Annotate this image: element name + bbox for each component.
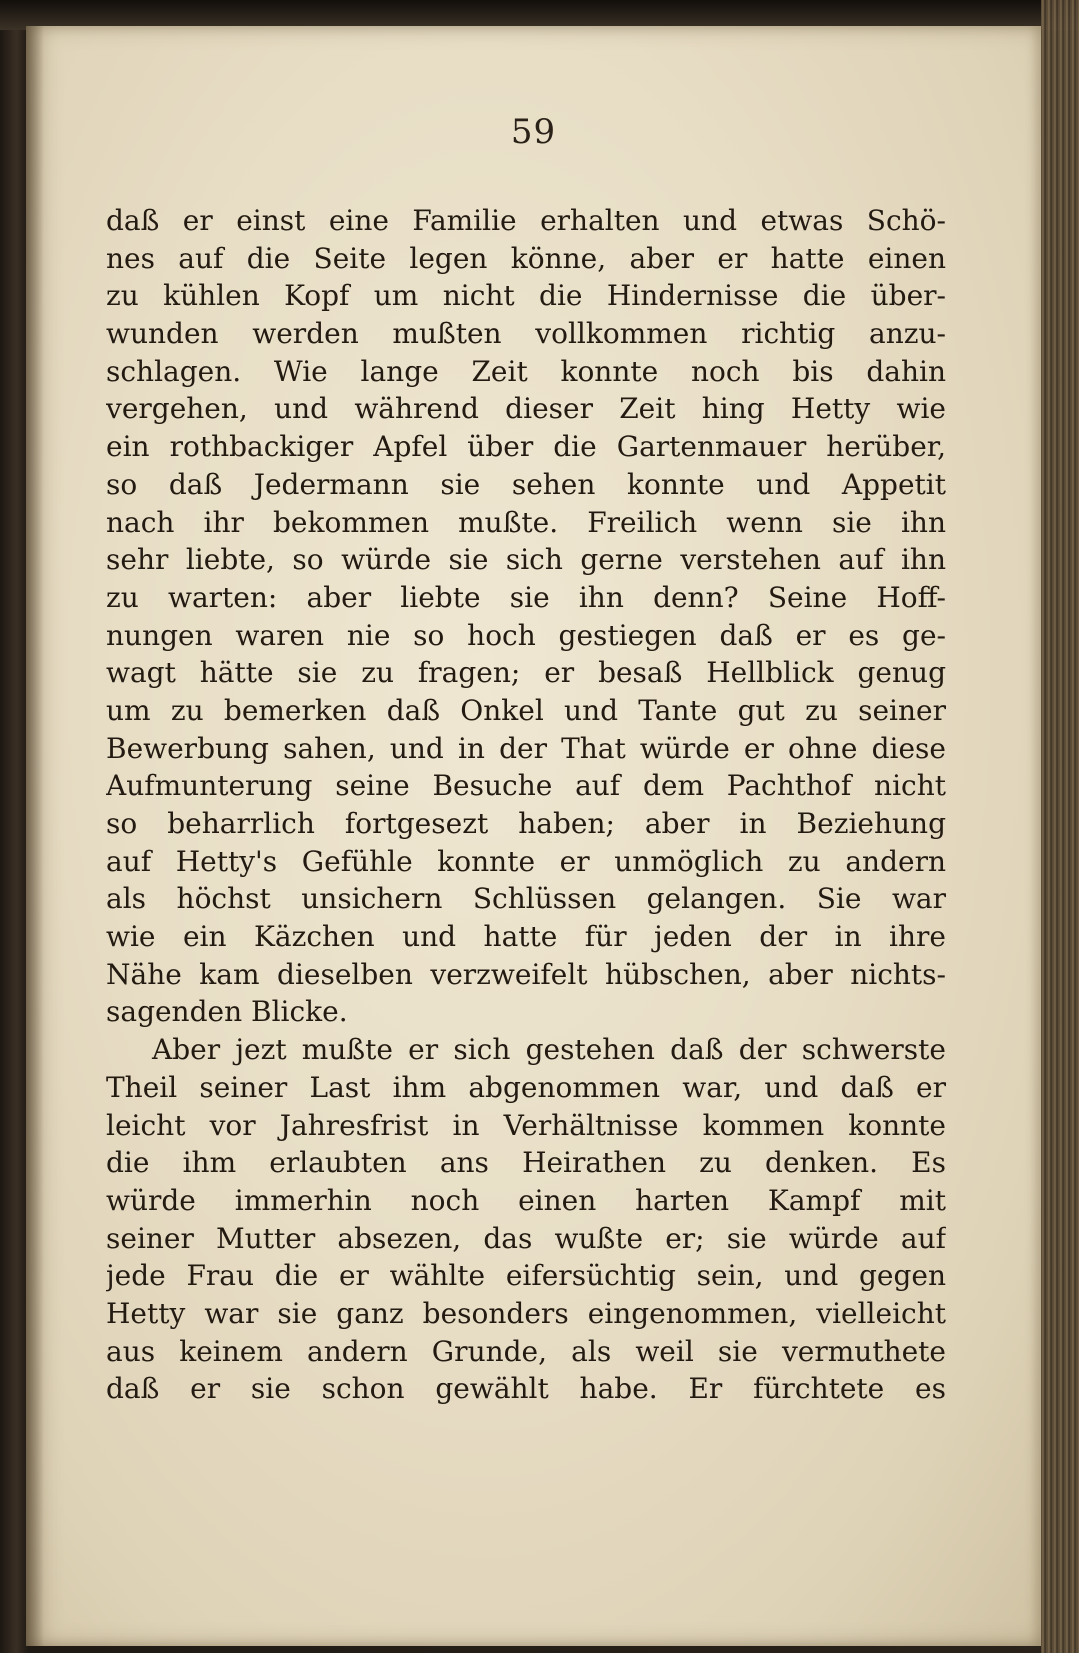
text-line: auf Hetty's Gefühle konnte er unmöglich zu andern — [106, 844, 946, 878]
page-number: 59 — [510, 112, 557, 152]
text-line: schlagen. Wie lange Zeit konnte noch bis dahin — [106, 354, 946, 388]
book-page — [26, 26, 1041, 1646]
text-line: so beharrlich fortgesezt haben; aber in Beziehung — [106, 807, 946, 840]
text-line: seiner Mutter absezen, das wußte er; sie würde auf — [106, 1221, 946, 1255]
text-line: daß er sie schon gewählt habe. Er fürchtete es — [106, 1372, 946, 1406]
text-line: Hetty war sie ganz besonders eingenommen, vielleicht — [106, 1296, 946, 1330]
text-line: daß er einst eine Familie erhalten und etwas Schö- — [106, 204, 946, 237]
text-line: nach ihr bekommen mußte. Freilich wenn sie ihn — [106, 505, 946, 539]
text-line: so daß Jedermann sie sehen konnte und Appetit — [106, 467, 946, 501]
text-line: vergehen, und während dieser Zeit hing Hetty wie — [106, 392, 946, 426]
text-line: nungen waren nie so hoch gestiegen daß er es ge- — [106, 618, 946, 652]
text-line: wagt hätte sie zu fragen; er besaß Hellblick genug — [106, 656, 946, 690]
text-block — [106, 202, 946, 1408]
text-line: nes auf die Seite legen könne, aber er hatte einen — [106, 241, 946, 275]
text-line: Aufmunterung seine Besuche auf dem Pachthof nicht — [106, 769, 946, 803]
text-line: leicht vor Jahresfrist in Verhältnisse kommen konnte — [106, 1108, 946, 1142]
spine-shadow — [26, 26, 44, 1646]
text-line: die ihm erlaubten ans Heirathen zu denken. Es — [106, 1146, 946, 1180]
text-line: jede Frau die er wählte eifersüchtig sein, und gegen — [106, 1259, 946, 1293]
text-line: aus keinem andern Grunde, als weil sie vermuthete — [106, 1334, 946, 1368]
text-line: Theil seiner Last ihm abgenommen war, und daß er — [106, 1070, 946, 1104]
text-line: würde immerhin noch einen harten Kampf mit — [106, 1183, 946, 1217]
text-line: wie ein Käzchen und hatte für jeden der in ihre — [106, 920, 946, 954]
text-line: ein rothbackiger Apfel über die Gartenmauer herüber, — [106, 430, 946, 464]
text-line: um zu bemerken daß Onkel und Tante gut zu seiner — [106, 693, 946, 727]
text-line-paragraph-start: Aber jezt mußte er sich gestehen daß der schwerste — [152, 1033, 946, 1067]
text-line: sehr liebte, so würde sie sich gerne verstehen auf ihn — [106, 543, 946, 577]
text-line: zu kühlen Kopf um nicht die Hindernisse die über- — [106, 279, 946, 313]
text-line: als höchst unsichern Schlüssen gelangen. Sie war — [106, 882, 946, 916]
text-line: zu warten: aber liebte sie ihn denn? Seine Hoff- — [106, 580, 946, 614]
text-line: wunden werden mußten vollkommen richtig anzu- — [106, 317, 946, 351]
text-line: Nähe kam dieselben verzweifelt hübschen, aber nichts- — [106, 957, 946, 991]
page-fore-edge — [1041, 0, 1079, 1653]
text-line: Bewerbung sahen, und in der That würde er ohne diese — [106, 731, 946, 765]
text-line-paragraph-end: sagenden Blicke. — [106, 995, 348, 1029]
